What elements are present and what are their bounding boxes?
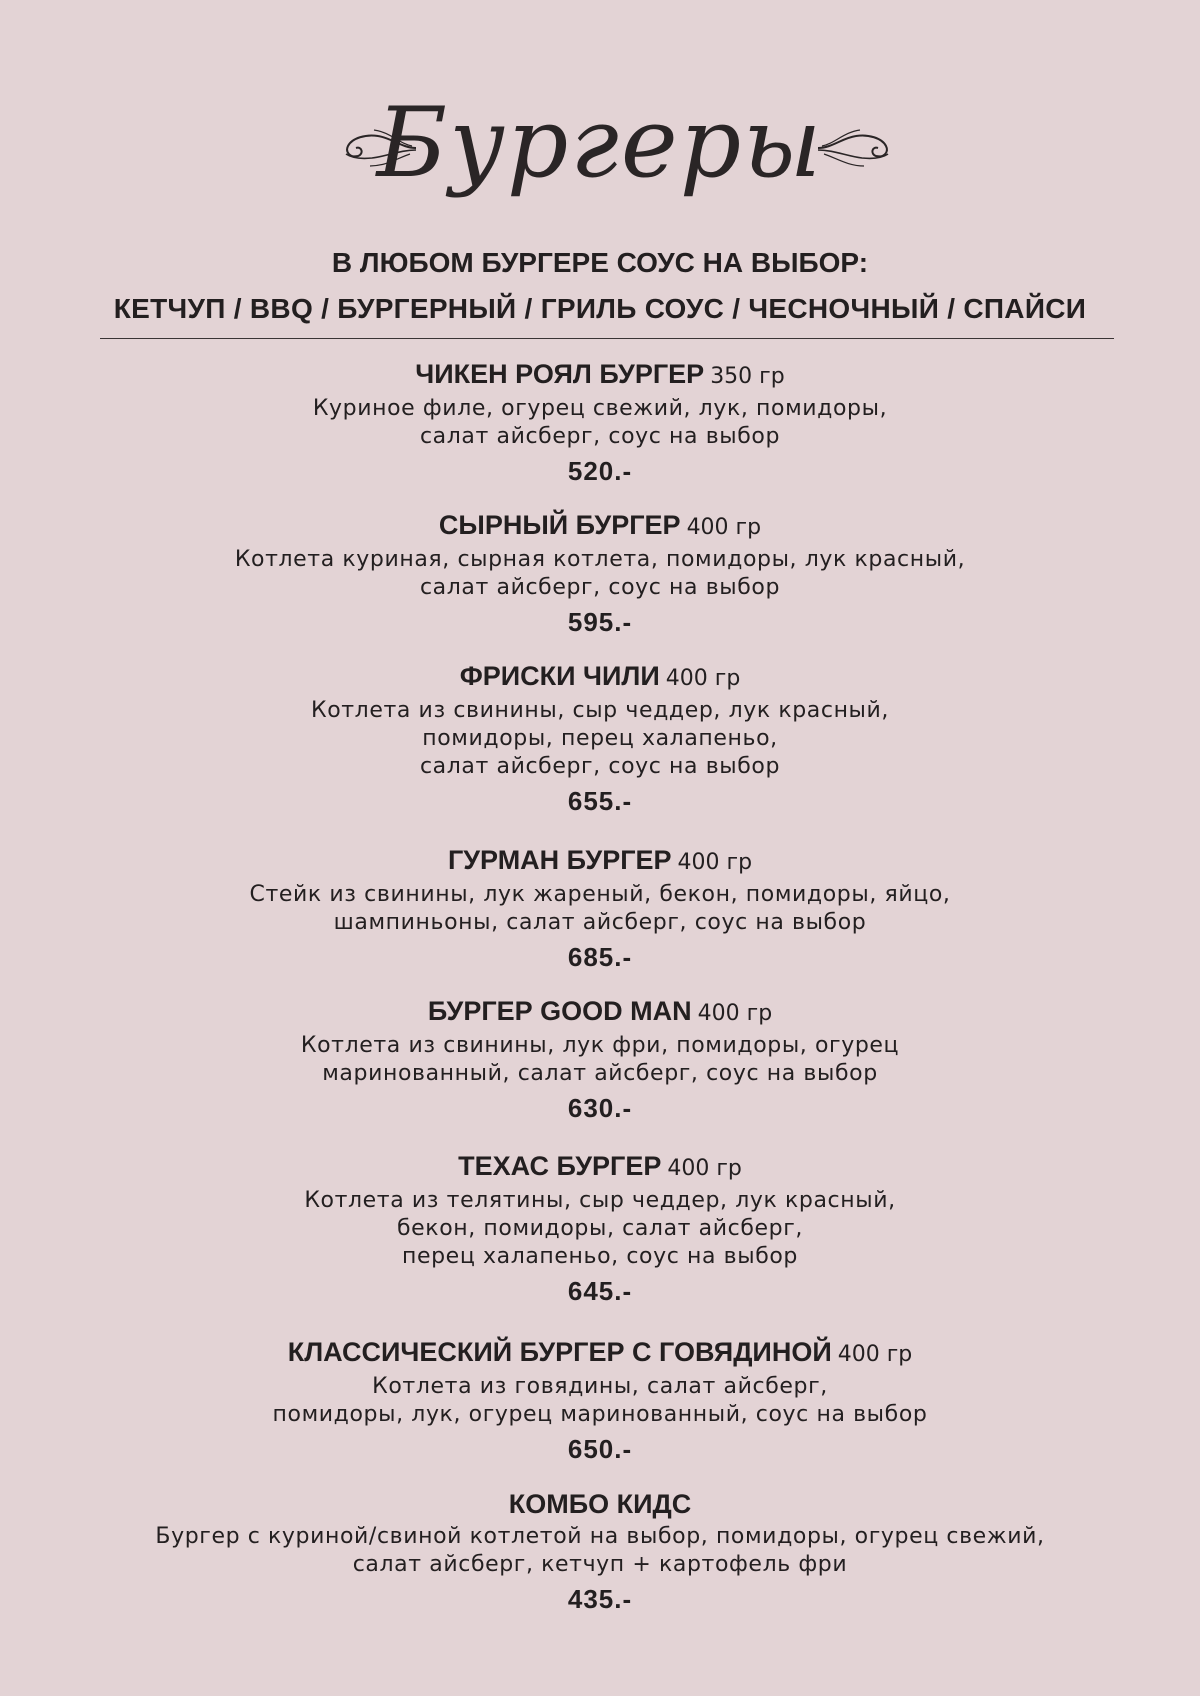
menu-item bbox=[0, 1486, 1200, 1619]
item-weight: 400 гр bbox=[837, 1342, 913, 1367]
item-price: 645.- bbox=[567, 1276, 633, 1306]
item-description-line: перец халапеньо, соус на выбор bbox=[402, 1244, 798, 1269]
item-price: 650.- bbox=[567, 1434, 633, 1464]
item-description-line: Бургер с куриной/свиной котлетой на выбор, помидоры, огурец свежий, bbox=[155, 1524, 1045, 1549]
item-name: ТЕХАС БУРГЕР bbox=[458, 1151, 662, 1181]
item-description-line: салат айсберг, соус на выбор bbox=[419, 575, 781, 600]
item-price: 685.- bbox=[567, 942, 633, 972]
item-description-line: салат айсберг, соус на выбор bbox=[419, 424, 781, 449]
item-name: ГУРМАН БУРГЕР bbox=[447, 845, 672, 875]
item-description bbox=[0, 1187, 1200, 1271]
sauce-options: КЕТЧУП / BBQ / БУРГЕРНЫЙ / ГРИЛЬ СОУС / ЧЕСНОЧНЫЙ / СПАЙСИ bbox=[113, 293, 1087, 324]
item-description bbox=[0, 546, 1200, 602]
item-weight: 400 гр bbox=[667, 1156, 742, 1181]
item-description-line: Котлета из свинины, лук фри, помидоры, огурец bbox=[300, 1033, 900, 1058]
item-weight: 400 гр bbox=[677, 850, 753, 875]
flourish-ornament-icon bbox=[816, 124, 892, 172]
item-description-line: салат айсберг, кетчуп + картофель фри bbox=[352, 1552, 848, 1577]
menu-header bbox=[0, 60, 1200, 230]
item-description-line: Стейк из свинины, лук жареный, бекон, помидоры, яйцо, bbox=[249, 882, 951, 907]
menu-item bbox=[0, 993, 1200, 1128]
item-description-line: Котлета из говядины, салат айсберг, bbox=[372, 1374, 828, 1399]
page-title: Бургеры bbox=[376, 87, 824, 199]
item-description-line: салат айсберг, соус на выбор bbox=[419, 754, 781, 779]
item-weight: 400 гр bbox=[665, 666, 741, 691]
item-description bbox=[0, 1032, 1200, 1088]
item-name: БУРГЕР GOOD MAN bbox=[427, 996, 692, 1026]
item-description-line: бекон, помидоры, салат айсберг, bbox=[397, 1216, 803, 1241]
item-description-line: Котлета куриная, сырная котлета, помидоры, лук красный, bbox=[234, 547, 966, 572]
item-description bbox=[0, 697, 1200, 781]
item-name: СЫРНЫЙ БУРГЕР bbox=[438, 510, 681, 540]
item-price: 595.- bbox=[567, 607, 633, 637]
item-price: 630.- bbox=[567, 1093, 633, 1123]
item-description-line: Котлета из телятины, сыр чеддер, лук красный, bbox=[304, 1188, 896, 1213]
item-description bbox=[0, 881, 1200, 937]
item-description-line: Котлета из свинины, сыр чеддер, лук красный, bbox=[310, 698, 890, 723]
item-description-line: маринованный, салат айсберг, соус на выбор bbox=[322, 1061, 878, 1086]
item-description-line: помидоры, перец халапеньо, bbox=[422, 726, 778, 751]
item-weight: 400 гр bbox=[686, 515, 762, 540]
item-description-line: Куриное филе, огурец свежий, лук, помидоры, bbox=[312, 396, 888, 421]
menu-item bbox=[0, 507, 1200, 642]
item-weight: 350 гр bbox=[710, 364, 785, 389]
menu-item bbox=[0, 1148, 1200, 1311]
item-description-line: помидоры, лук, огурец маринованный, соус на выбор bbox=[272, 1402, 928, 1427]
item-name: ЧИКЕН РОЯЛ БУРГЕР bbox=[415, 359, 705, 389]
item-name: КОМБО КИДС bbox=[508, 1489, 692, 1519]
item-price: 655.- bbox=[567, 786, 633, 816]
sauce-heading: В ЛЮБОМ БУРГЕРЕ СОУС НА ВЫБОР: bbox=[331, 247, 869, 278]
menu-item bbox=[0, 356, 1200, 491]
item-name: КЛАССИЧЕСКИЙ БУРГЕР С ГОВЯДИНОЙ bbox=[287, 1337, 832, 1367]
menu-item bbox=[0, 658, 1200, 821]
item-price: 520.- bbox=[567, 456, 633, 486]
item-description bbox=[0, 1373, 1200, 1429]
menu-item bbox=[0, 1334, 1200, 1469]
item-price: 435.- bbox=[567, 1584, 633, 1614]
item-description bbox=[0, 1523, 1200, 1579]
item-weight: 400 гр bbox=[697, 1001, 773, 1026]
item-description bbox=[0, 395, 1200, 451]
item-description-line: шампиньоны, салат айсберг, соус на выбор bbox=[333, 910, 867, 935]
divider bbox=[100, 338, 1114, 339]
menu-item bbox=[0, 842, 1200, 977]
item-name: ФРИСКИ ЧИЛИ bbox=[459, 661, 660, 691]
